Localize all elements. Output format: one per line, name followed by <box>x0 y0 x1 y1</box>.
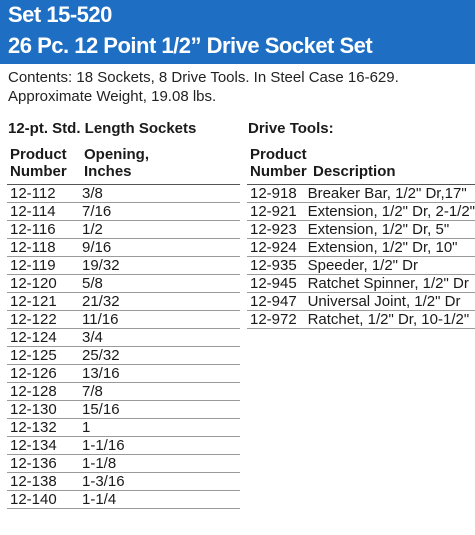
socket-opening: 25/32 <box>82 347 240 365</box>
tool-number: 12-921 <box>247 203 308 221</box>
tool-number: 12-924 <box>247 239 308 257</box>
tool-row <box>247 257 475 275</box>
socket-opening: 1-1/8 <box>82 455 240 473</box>
col-head-line: Product <box>10 146 67 163</box>
socket-opening: 13/16 <box>82 365 240 383</box>
socket-row <box>7 383 240 401</box>
socket-row <box>7 275 240 293</box>
tools-section-title: Drive Tools: <box>248 120 334 137</box>
col-head-line: Product <box>250 146 307 163</box>
set-title: 26 Pc. 12 Point 1/2” Drive Socket Set <box>8 33 373 58</box>
tool-row <box>247 293 475 311</box>
socket-number: 12-122 <box>7 311 82 329</box>
tool-description: Extension, 1/2" Dr, 10" <box>308 239 475 257</box>
socket-number: 12-121 <box>7 293 82 311</box>
socket-opening: 11/16 <box>82 311 240 329</box>
socket-opening: 1-1/16 <box>82 437 240 455</box>
tool-row <box>247 203 475 221</box>
socket-opening: 1/2 <box>82 221 240 239</box>
socket-number: 12-126 <box>7 365 82 383</box>
socket-number: 12-125 <box>7 347 82 365</box>
socket-opening: 15/16 <box>82 401 240 419</box>
socket-row <box>7 473 240 491</box>
socket-number: 12-114 <box>7 203 82 221</box>
weight-line: Approximate Weight, 19.08 lbs. <box>8 88 217 105</box>
col-head-line: Number <box>10 163 67 180</box>
tool-description: Extension, 1/2" Dr, 5" <box>308 221 475 239</box>
tool-row <box>247 221 475 239</box>
socket-number: 12-124 <box>7 329 82 347</box>
socket-number: 12-119 <box>7 257 82 275</box>
tools-table <box>247 184 475 329</box>
tool-description: Extension, 1/2" Dr, 2-1/2" <box>307 203 475 220</box>
socket-row <box>7 401 240 419</box>
socket-opening: 9/16 <box>82 239 240 257</box>
col-head-line: Inches <box>84 163 132 180</box>
tool-description: Ratchet, 1/2" Dr, 10-1/2" <box>308 311 475 329</box>
sockets-section-title: 12-pt. Std. Length Sockets <box>8 120 197 137</box>
tool-number: 12-923 <box>247 221 308 239</box>
tool-row <box>247 185 475 203</box>
tool-row <box>247 275 475 293</box>
sockets-table <box>7 184 240 509</box>
col-head-line: Number <box>250 163 307 180</box>
socket-opening: 1-3/16 <box>82 473 240 491</box>
tools-col-product-number <box>250 146 307 180</box>
sockets-col-product-number <box>10 146 67 180</box>
socket-number: 12-112 <box>7 185 82 203</box>
tool-number: 12-918 <box>247 185 308 203</box>
header-banner <box>0 0 475 64</box>
socket-number: 12-138 <box>7 473 82 491</box>
socket-row <box>7 221 240 239</box>
tool-row <box>247 311 475 329</box>
socket-number: 12-134 <box>7 437 82 455</box>
tool-number: 12-935 <box>247 257 308 275</box>
socket-opening: 19/32 <box>82 257 240 275</box>
socket-row <box>7 185 240 203</box>
socket-opening: 7/16 <box>82 203 240 221</box>
tool-description: Speeder, 1/2" Dr <box>308 257 475 275</box>
socket-opening: 1 <box>82 419 240 437</box>
socket-row <box>7 293 240 311</box>
socket-number: 12-130 <box>7 401 82 419</box>
contents-line: Contents: 18 Sockets, 8 Drive Tools. In Steel Case 16-629. <box>8 69 399 86</box>
socket-row <box>7 347 240 365</box>
socket-row <box>7 419 240 437</box>
socket-row <box>7 329 240 347</box>
tool-description: Breaker Bar, 1/2" Dr,17" <box>308 185 475 203</box>
col-head-line: Opening, <box>84 146 149 163</box>
socket-opening: 5/8 <box>82 275 240 293</box>
socket-row <box>7 311 240 329</box>
socket-opening: 1-1/4 <box>82 491 240 509</box>
tool-description: Universal Joint, 1/2" Dr <box>308 293 475 311</box>
socket-row <box>7 239 240 257</box>
tool-number: 12-945 <box>247 275 308 293</box>
socket-number: 12-120 <box>7 275 82 293</box>
socket-opening: 21/32 <box>82 293 240 311</box>
socket-row <box>7 437 240 455</box>
socket-number: 12-118 <box>7 239 82 257</box>
tool-number: 12-972 <box>247 311 308 329</box>
socket-row <box>7 257 240 275</box>
socket-number: 12-140 <box>7 491 82 509</box>
tool-row <box>247 239 475 257</box>
socket-number: 12-132 <box>7 419 82 437</box>
socket-row <box>7 455 240 473</box>
tool-number: 12-947 <box>247 293 308 311</box>
socket-opening: 3/8 <box>82 185 240 203</box>
contents-description <box>8 68 468 106</box>
socket-number: 12-116 <box>7 221 82 239</box>
tools-col-description: Description <box>313 163 396 180</box>
socket-row <box>7 203 240 221</box>
sockets-col-opening <box>84 146 149 180</box>
socket-row <box>7 491 240 509</box>
socket-number: 12-136 <box>7 455 82 473</box>
socket-row <box>7 365 240 383</box>
socket-opening: 7/8 <box>82 383 240 401</box>
socket-opening: 3/4 <box>82 329 240 347</box>
set-number: Set 15-520 <box>8 2 112 27</box>
tool-description: Ratchet Spinner, 1/2" Dr <box>308 275 475 293</box>
socket-number: 12-128 <box>7 383 82 401</box>
